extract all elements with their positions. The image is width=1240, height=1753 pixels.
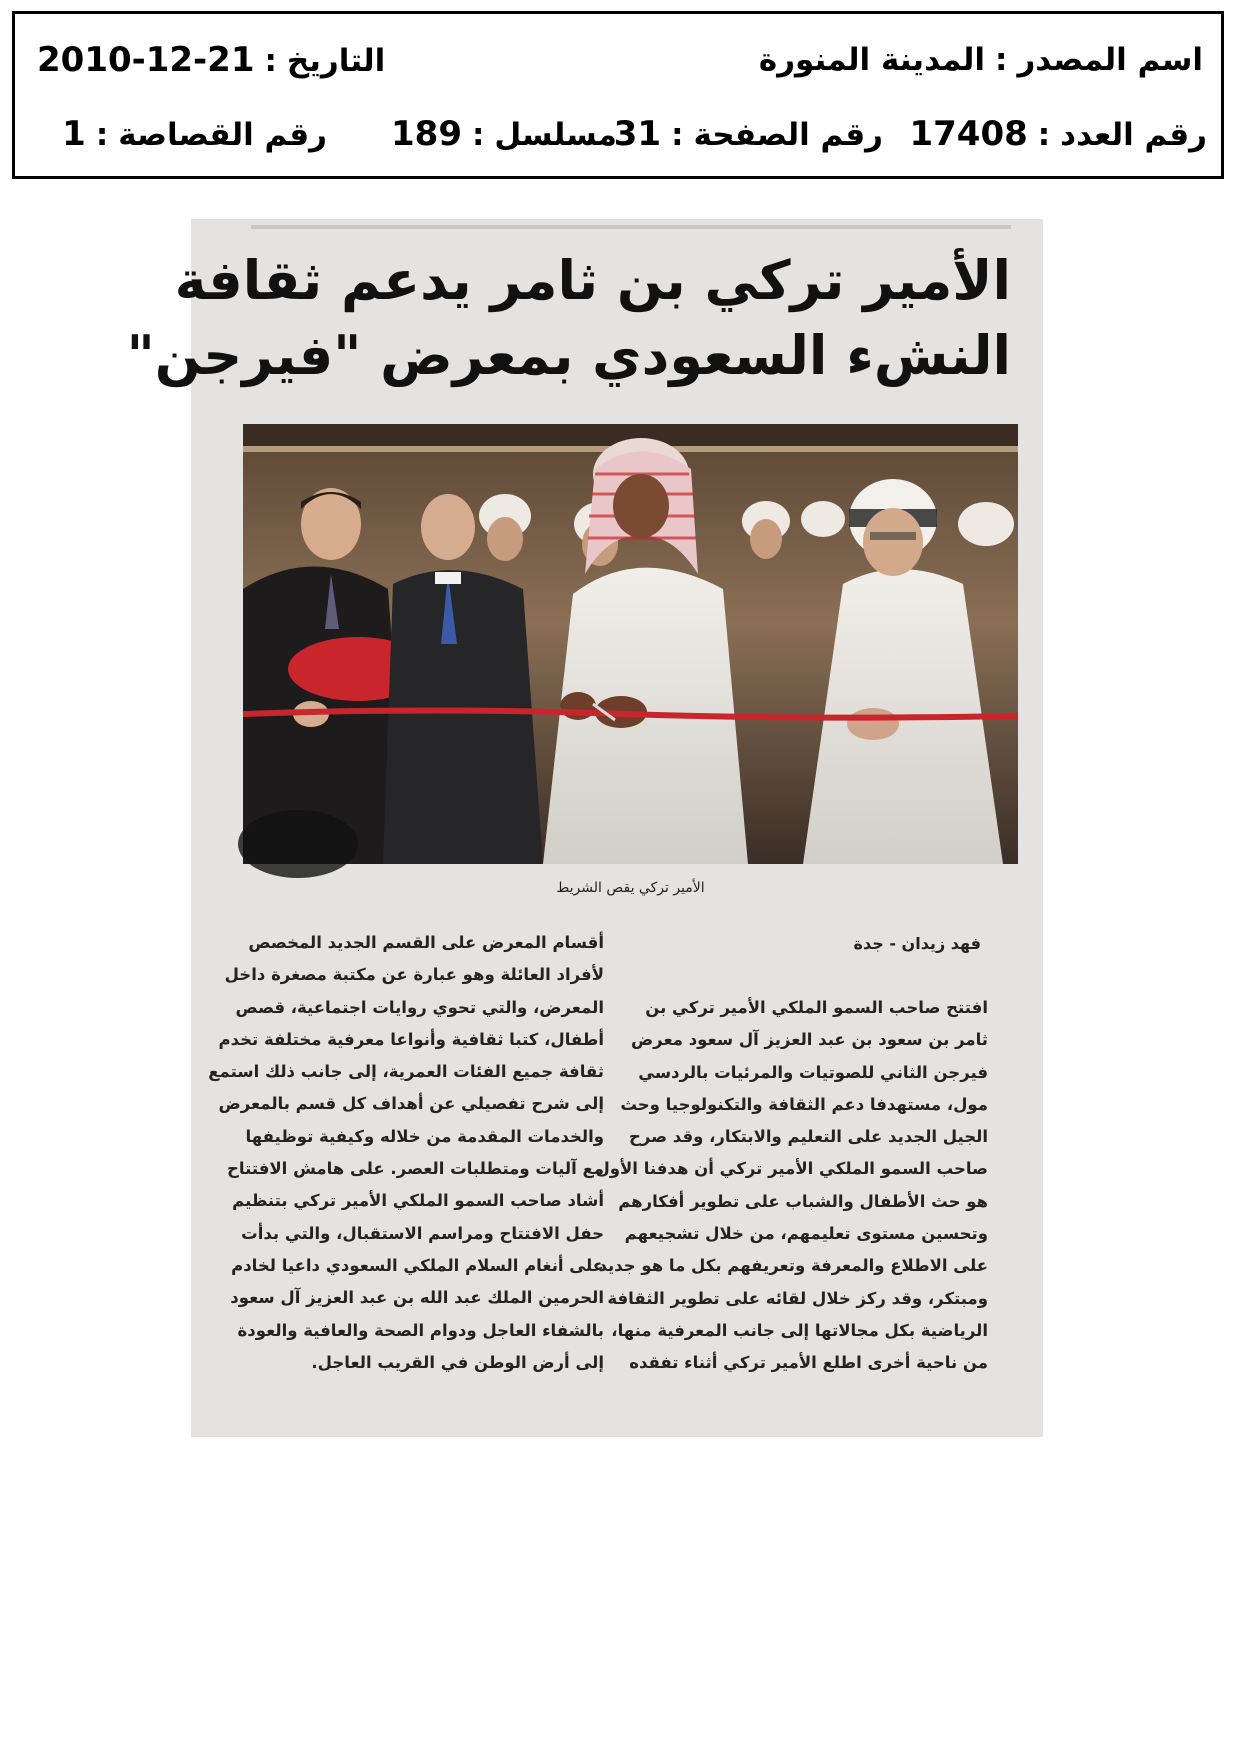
newspaper-clipping xyxy=(126,219,1043,1437)
source-field xyxy=(759,42,1203,78)
issue-value: 17408 xyxy=(909,114,1028,154)
source-value: المدينة المنورة xyxy=(758,42,986,78)
ribbon-cutting-photo xyxy=(243,424,1018,864)
clip-number-value: 1 xyxy=(62,114,86,154)
issue-label: رقم العدد xyxy=(1060,117,1207,153)
text-line: وتحسين مستوى تعليمهم، من خلال تشجيعهم xyxy=(624,1224,988,1244)
text-line: هو حث الأطفال والشباب على تطوير أفكارهم xyxy=(618,1191,988,1211)
separator: : xyxy=(1037,117,1051,153)
headline-line-1: الأمير تركي بن ثامر يدعم ثقافة xyxy=(174,249,1011,312)
column-rule xyxy=(251,225,1011,229)
metadata-header xyxy=(12,11,1224,179)
text-line: على الاطلاع والمعرفة وتعريفهم بكل ما هو جديد xyxy=(598,1256,988,1276)
page-value: 31 xyxy=(613,114,662,154)
text-line: لأفراد العائلة وهو عبارة عن مكتبة مصغرة داخل xyxy=(224,965,604,985)
text-line: المعرض، والتي تحوي روايات اجتماعية، قصص xyxy=(235,997,604,1017)
date-field xyxy=(37,40,385,80)
text-line: الحرمين الملك عبد الله بن عبد العزيز آل سعود xyxy=(230,1288,604,1308)
text-line: الجيل الجديد على التعليم والابتكار، وقد صرح xyxy=(628,1127,988,1147)
separator: : xyxy=(995,42,1008,78)
text-line: مول، مستهدفا دعم الثقافة والتكنولوجيا وحث xyxy=(620,1094,988,1114)
text-line: مع آليات ومتطلبات العصر. على هامش الافتتاح xyxy=(227,1159,604,1179)
separator: : xyxy=(264,43,277,79)
date-value: 2010-12-21 xyxy=(37,40,255,80)
text-line: صاحب السمو الملكي الأمير تركي أن هدفنا الأول xyxy=(595,1159,988,1179)
text-line: من ناحية أخرى اطلع الأمير تركي أثناء تفقده xyxy=(629,1353,988,1373)
separator: : xyxy=(671,117,684,153)
article-column-left xyxy=(208,927,604,1379)
text-line: فيرجن الثاني للصوتيات والمرئيات بالردسي xyxy=(638,1062,988,1082)
date-label: التاريخ xyxy=(286,43,386,79)
page-label: رقم الصفحة xyxy=(693,117,883,153)
byline: فهد زيدان - جدة xyxy=(853,934,981,953)
clip-number-label: رقم القصاصة xyxy=(118,117,327,153)
text-line: والخدمات المقدمة من خلاله وكيفية توظيفها xyxy=(245,1126,604,1146)
separator: : xyxy=(95,117,109,153)
serial-value: 189 xyxy=(391,114,462,154)
text-line: ثقافة جميع الفئات العمرية، إلى جانب ذلك استمع xyxy=(208,1062,604,1082)
text-line: حفل الافتتاح ومراسم الاستقبال، والتي بدأت xyxy=(241,1223,604,1243)
text-line: إلى أرض الوطن في القريب العاجل. xyxy=(311,1352,604,1372)
serial-label: مسلسل xyxy=(494,117,617,153)
clip-number-field xyxy=(62,114,327,154)
issue-field xyxy=(909,114,1207,154)
text-line: إلى شرح تفصيلي عن أهداف كل قسم بالمعرض xyxy=(218,1094,604,1114)
text-line: ثامر بن سعود بن عبد العزيز آل سعود معرض xyxy=(630,1030,988,1050)
text-line: بالشفاء العاجل ودوام الصحة والعافية والعودة xyxy=(237,1320,604,1340)
photo-caption: الأمير تركي يقص الشريط xyxy=(556,880,705,896)
text-line: الرياضية بكل مجالاتها إلى جانب المعرفية منها، xyxy=(611,1320,988,1340)
headline-line-2: النشء السعودي بمعرض "فيرجن" xyxy=(126,324,1011,387)
separator: : xyxy=(471,117,485,153)
text-line: أشاد صاحب السمو الملكي الأمير تركي بتنظيم xyxy=(232,1191,604,1211)
serial-field xyxy=(391,114,617,154)
text-line: أقسام المعرض على القسم الجديد المخصص xyxy=(248,933,604,952)
text-line: ومبتكر، وقد ركز خلال لقائه على تطوير الثقافة xyxy=(607,1288,988,1308)
text-line: على أنغام السلام الملكي السعودي داعيا لخادم xyxy=(231,1255,604,1275)
page-field xyxy=(614,114,883,154)
source-label: اسم المصدر xyxy=(1017,42,1203,78)
text-line: افتتح صاحب السمو الملكي الأمير تركي بن xyxy=(645,998,988,1017)
article-column-right xyxy=(595,992,988,1380)
text-line: أطفال، كتبا ثقافية وأنواعا معرفية مختلفة تخدم xyxy=(218,1029,604,1049)
